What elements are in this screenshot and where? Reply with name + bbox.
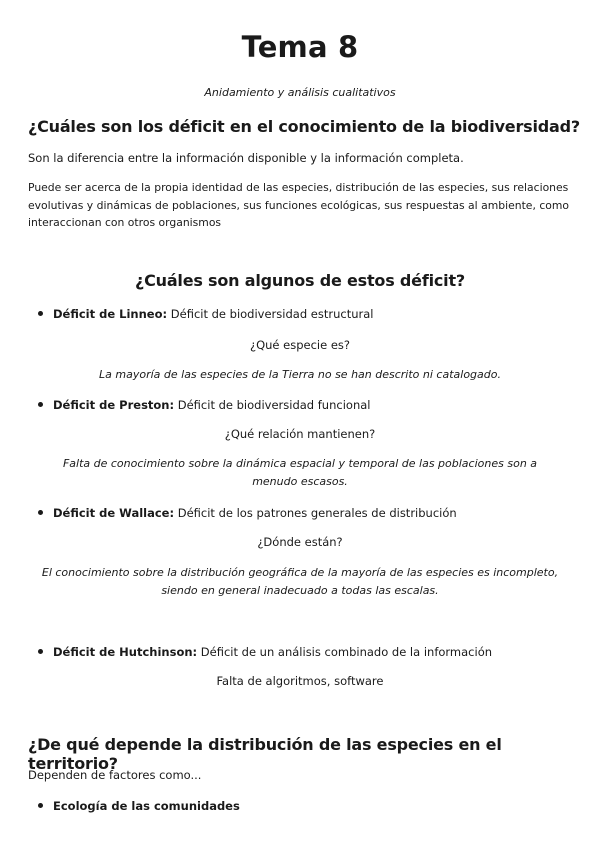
note-wallace: El conocimiento sobre la distribución geográfica de la mayoría de las especies es incompleto, siendo en general inadecuado a todas las escalas.: [41, 566, 559, 597]
question-hutchinson: Falta de algoritmos, software: [216, 674, 384, 688]
list-item-linneo: [38, 306, 578, 323]
question-linneo: ¿Qué especie es?: [249, 338, 351, 352]
page-subtitle: Anidamiento y análisis cualitativos: [204, 86, 396, 99]
paragraph-aspects: Puede ser acerca de la propia identidad de las especies, distribución de las especies, sus relaciones evolutivas y dinámicas de poblaciones, sus funciones ecológicas, sus respuestas al ambiente, como interaccionan con otros organismos: [28, 181, 569, 229]
section-heading-deficits: ¿Cuáles son algunos de estos déficit?: [135, 271, 465, 290]
list-item-wallace: [38, 505, 578, 522]
list-item-community-ecology: [38, 798, 578, 815]
note-preston: Falta de conocimiento sobre la dinámica espacial y temporal de las poblaciones son a menudo escasos.: [62, 457, 538, 488]
term-description: Déficit de biodiversidad estructural: [167, 307, 374, 321]
page-title: Tema 8: [241, 30, 359, 64]
term-label: Déficit de Wallace:: [53, 506, 175, 520]
term-label: Ecología de las comunidades: [53, 799, 240, 813]
section-heading-distribution: ¿De qué depende la distribución de las especies en el territorio?: [28, 735, 502, 773]
paragraph-definition: Son la diferencia entre la información disponible y la información completa.: [28, 151, 464, 165]
bullet-icon: [38, 510, 43, 515]
question-wallace: ¿Dónde están?: [257, 535, 343, 549]
term-label: Déficit de Hutchinson:: [53, 645, 198, 659]
term-description: Déficit de los patrones generales de distribución: [174, 506, 457, 520]
question-preston: ¿Qué relación mantienen?: [224, 427, 376, 441]
note-linneo: La mayoría de las especies de la Tierra no se han descrito ni catalogado.: [99, 368, 501, 381]
bullet-icon: [38, 311, 43, 316]
paragraph-factors: Dependen de factores como...: [28, 768, 202, 782]
term-description: Déficit de biodiversidad funcional: [174, 398, 371, 412]
term-label: Déficit de Preston:: [53, 398, 175, 412]
term-description: Déficit de un análisis combinado de la información: [197, 645, 493, 659]
list-item-hutchinson: [38, 644, 578, 661]
list-item-preston: [38, 397, 578, 414]
term-label: Déficit de Linneo:: [53, 307, 168, 321]
bullet-icon: [38, 803, 43, 808]
bullet-icon: [38, 649, 43, 654]
section-heading-knowledge-gaps: ¿Cuáles son los déficit en el conocimiento de la biodiversidad?: [28, 117, 580, 136]
bullet-icon: [38, 402, 43, 407]
